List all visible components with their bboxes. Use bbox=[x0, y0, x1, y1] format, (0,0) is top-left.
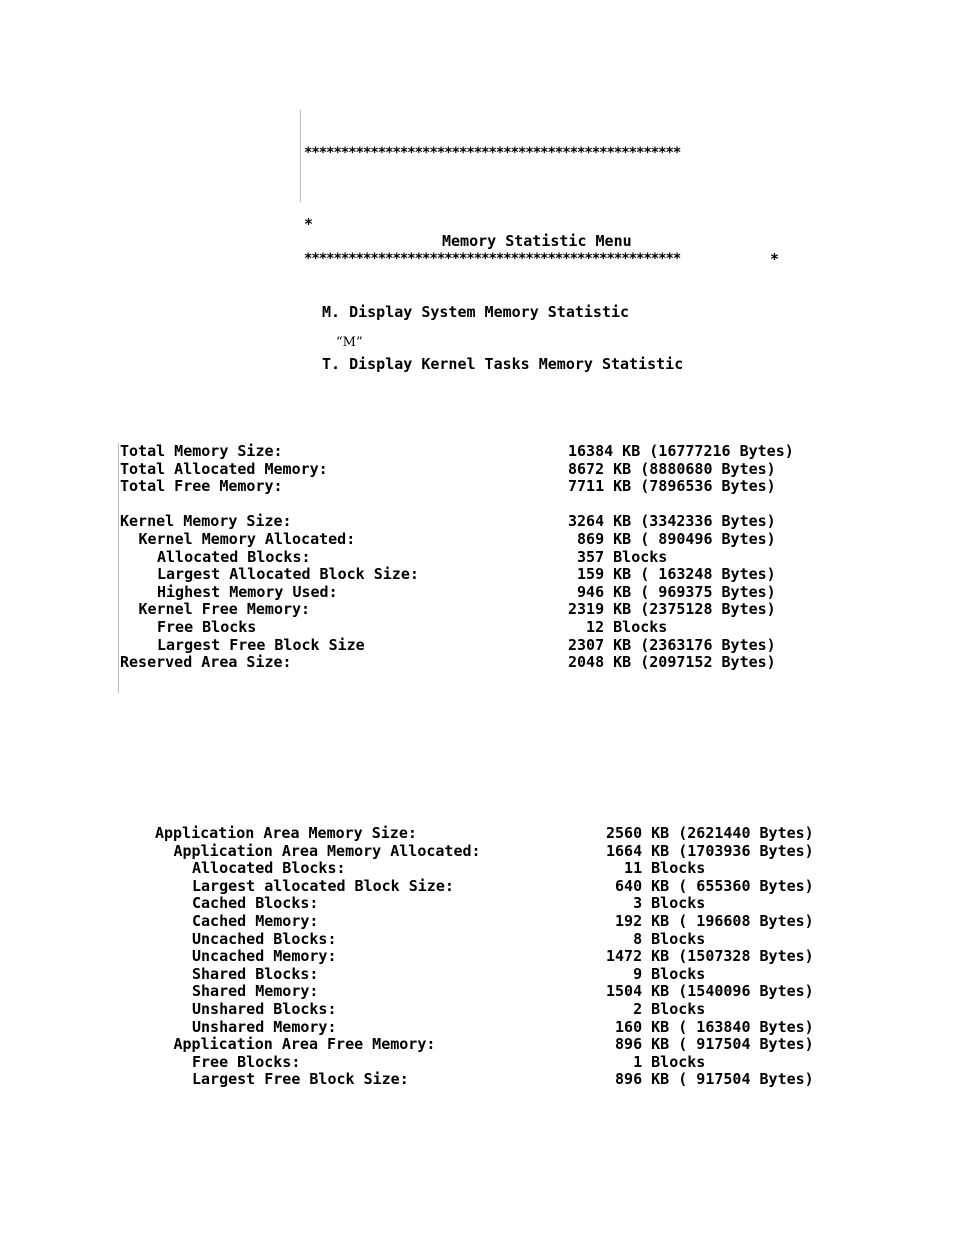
stat-label: Total Free Memory: bbox=[120, 477, 283, 496]
stat-label: Cached Blocks: bbox=[192, 894, 319, 913]
stat-label: Shared Memory: bbox=[192, 982, 319, 1001]
stat-value: 1504 KB (1540096 Bytes) bbox=[606, 982, 814, 1001]
stat-value: 2048 KB (2097152 Bytes) bbox=[568, 653, 776, 672]
menu-item-display-system-memory[interactable]: M. Display System Memory Statistic bbox=[322, 302, 630, 321]
stat-label: Kernel Memory Allocated: bbox=[138, 529, 356, 548]
stat-value: 2 Blocks bbox=[606, 999, 706, 1018]
stat-label: Allocated Blocks: bbox=[157, 547, 311, 566]
stat-label: Largest Free Block Size bbox=[157, 635, 365, 654]
stat-value: 8 Blocks bbox=[606, 929, 706, 948]
stat-value: 192 KB ( 196608 Bytes) bbox=[606, 911, 814, 930]
stat-label: Uncached Memory: bbox=[192, 947, 337, 966]
stat-value: 357 Blocks bbox=[568, 547, 668, 566]
stat-label: Reserved Area Size: bbox=[120, 653, 292, 672]
menu-title: Memory Statistic Menu bbox=[442, 232, 632, 251]
stat-label: Largest allocated Block Size: bbox=[192, 876, 454, 895]
stat-value: 2319 KB (2375128 Bytes) bbox=[568, 600, 776, 619]
menu-bottom-border: *************************************************** bbox=[304, 250, 681, 267]
stat-value: 7711 KB (7896536 Bytes) bbox=[568, 477, 776, 496]
stat-value: 946 KB ( 969375 Bytes) bbox=[568, 582, 776, 601]
stat-value: 2560 KB (2621440 Bytes) bbox=[606, 824, 814, 842]
stat-value: 159 KB ( 163248 Bytes) bbox=[568, 565, 776, 584]
stat-label: Cached Memory: bbox=[192, 911, 319, 930]
stat-value: 896 KB ( 917504 Bytes) bbox=[606, 1035, 814, 1054]
stat-label: Largest Allocated Block Size: bbox=[157, 565, 419, 584]
stat-value: 869 KB ( 890496 Bytes) bbox=[568, 529, 776, 548]
stat-label: Application Area Memory Size: bbox=[155, 824, 417, 842]
menu-border-left: * bbox=[304, 214, 314, 233]
stat-label: Allocated Blocks: bbox=[192, 859, 346, 878]
stat-value: 16384 KB (16777216 Bytes) bbox=[568, 442, 794, 460]
stat-value: 1664 KB (1703936 Bytes) bbox=[606, 841, 814, 860]
stat-value: 3 Blocks bbox=[606, 894, 706, 913]
stat-label: Total Memory Size: bbox=[120, 442, 283, 460]
stat-value: 1472 KB (1507328 Bytes) bbox=[606, 947, 814, 966]
stat-label: Application Area Free Memory: bbox=[173, 1035, 436, 1054]
stat-value: 9 Blocks bbox=[606, 964, 706, 983]
stat-label: Free Blocks: bbox=[192, 1052, 301, 1071]
menu-title-row bbox=[304, 198, 780, 268]
stat-value: 11 Blocks bbox=[606, 859, 706, 878]
menu-item-display-kernel-tasks[interactable]: T. Display Kernel Tasks Memory Statistic bbox=[322, 355, 684, 374]
stat-label: Unshared Memory: bbox=[192, 1017, 337, 1036]
stat-value: 12 Blocks bbox=[568, 617, 668, 636]
stat-label: Unshared Blocks: bbox=[192, 999, 337, 1018]
stat-value: 3264 KB (3342336 Bytes) bbox=[568, 512, 776, 531]
stat-label: Shared Blocks: bbox=[192, 964, 319, 983]
system-memory-statistic-output bbox=[118, 442, 794, 693]
menu-top-border: *************************************************** bbox=[304, 145, 681, 162]
stat-label: Uncached Blocks: bbox=[192, 929, 337, 948]
stat-value: 1 Blocks bbox=[606, 1052, 706, 1071]
stat-label: Highest Memory Used: bbox=[157, 582, 338, 601]
stat-value: 640 KB ( 655360 Bytes) bbox=[606, 876, 814, 895]
stat-label: Total Allocated Memory: bbox=[120, 459, 328, 478]
memory-statistic-menu bbox=[300, 110, 780, 374]
stat-label: Application Area Memory Allocated: bbox=[173, 841, 481, 860]
stat-value: 160 KB ( 163840 Bytes) bbox=[606, 1017, 814, 1036]
stat-value: 896 KB ( 917504 Bytes) bbox=[606, 1070, 814, 1089]
menu-border-right: * bbox=[770, 249, 780, 268]
stat-label: Kernel Memory Size: bbox=[120, 512, 292, 531]
stat-label: Largest Free Block Size: bbox=[192, 1070, 409, 1089]
stat-label: Kernel Free Memory: bbox=[138, 600, 311, 619]
stat-label: Free Blocks bbox=[157, 617, 257, 636]
quoted-option-m: “M” bbox=[336, 335, 363, 350]
stat-value: 2307 KB (2363176 Bytes) bbox=[568, 635, 776, 654]
stat-value: 8672 KB (8880680 Bytes) bbox=[568, 459, 776, 478]
